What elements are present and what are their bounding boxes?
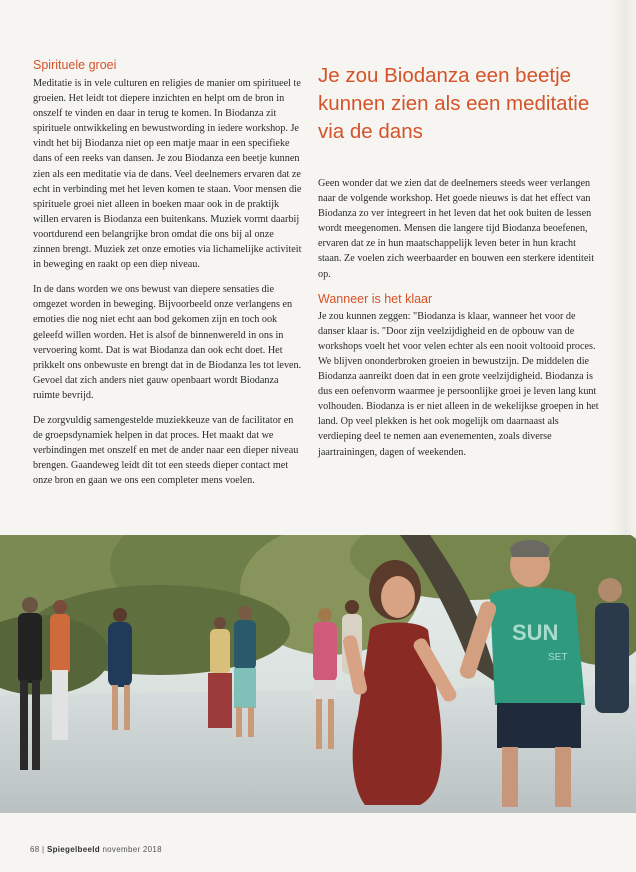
magazine-brand: Spiegelbeeld — [46, 845, 100, 854]
issue-date: november 2018 — [102, 845, 162, 854]
footer-separator: | — [42, 845, 45, 854]
dance-photo — [0, 535, 636, 813]
dance-photo-illustration — [0, 535, 636, 813]
paragraph: Je zou kunnen zeggen: "Biodanza is klaar, wanneer het voor de danser klaar is. "Door zijn veelzijdigheid en de opbouw van de workshops voelt het voor velen echter als een nooit voltooid proces. We blijven ononderbroken groeien in bewustzijn. De middelen die Biodanza aanreikt doen dat in een grote veelzijdigheid. Biodanza is dus een oefenvorm waarmee je persoonlijke groei je leven lang kunt volhouden. Biodanza is er niet alleen in de wekelijkse groepen in het land. Op veel plekken is het ook mogelijk om daarnaast als verdieping deel te nemen aan evenementen, zoals diverse jaartrainingen, dagen of weekenden. — [318, 310, 599, 458]
shirt-print: SUN — [512, 620, 559, 645]
paragraph: Geen wonder dat we zien dat de deelnemers steeds weer verlangen naar de volgende workshop. Het goede nieuws is dat het effect van Biodanza zo ver integreert in het leven dat het ook buiten de lessen wordt meegenomen. Mensen die langere tijd Biodanza beoefenen, ervaren dat ze in hun maatschappelijk leven beter in hun kracht staan. Ze voelen zich weerbaarder en bouwen een sterkere identiteit op. — [318, 178, 595, 280]
shirt-print-small: SET — [548, 652, 568, 663]
paragraph: Meditatie is in vele culturen en religies de manier om spiritueel te groeien. Het leidt tot diepere inzichten en helpt om de bron in onszelf te vinden en daar in terug te komen. In Biodanza zit spirituele ontwikkeling en bewustwording in iedere workshop. Je vindt het bij Biodanza niet op een matje maar in een specifieke dans of een reeks van dansen. Je zou Biodanza een beetje kunnen zien als een meditatie via de dans. Veel deelnemers ervaren dat ze echt in verbinding met het leven komen te staan. Voor mensen die spirituele groei niet alleen in boeken maar ook in de praktijk willen ervaren is Biodanza een buitenkans. Muziek vormt daarbij voortdurend een belangrijke bron omdat die ons bij al onze zinnen brengt. Muziek zet onze emoties via lichamelijke activiteit in beweging en raakt op een diep niveau. — [33, 78, 302, 271]
section-heading-spirituele-groei: Spirituele groei — [33, 58, 117, 72]
page-footer — [30, 845, 162, 854]
section-heading-wanneer-is-het-klaar: Wanneer is het klaar — [318, 291, 433, 306]
left-column — [33, 76, 303, 498]
right-column — [318, 176, 601, 470]
pull-quote: Je zou Biodanza een beetje kunnen zien als een meditatie via de dans — [318, 64, 590, 143]
page-number: 68 — [30, 845, 40, 854]
paragraph: De zorgvuldig samengestelde muziekkeuze van de facilitator en de groepsdynamiek helpen in dat proces. Het maakt dat we verbindingen met onszelf en met de ander naar een dieper niveau brengen. Gaandeweg leidt dit tot een steeds dieper contact met onze bron en gaan we ons een completer mens voelen. — [33, 414, 299, 487]
paragraph: In de dans worden we ons bewust van diepere sensaties die omgezet worden in beweging. Bijvoorbeeld onze verlangens en emoties die nog niet echt aan bod gekomen zijn en toch ook geleefd willen worden. Het is alsof de binnenwereld in ons in vervoering komt. Dat is wat Biodanza dan ook echt doet. Het prikkelt ons onbewuste en brengt dat in de Biodanza les tot leven. Gevoel dat zich anders niet gauw openbaart wordt Biodanza ruimte bevrijd. — [33, 284, 302, 401]
